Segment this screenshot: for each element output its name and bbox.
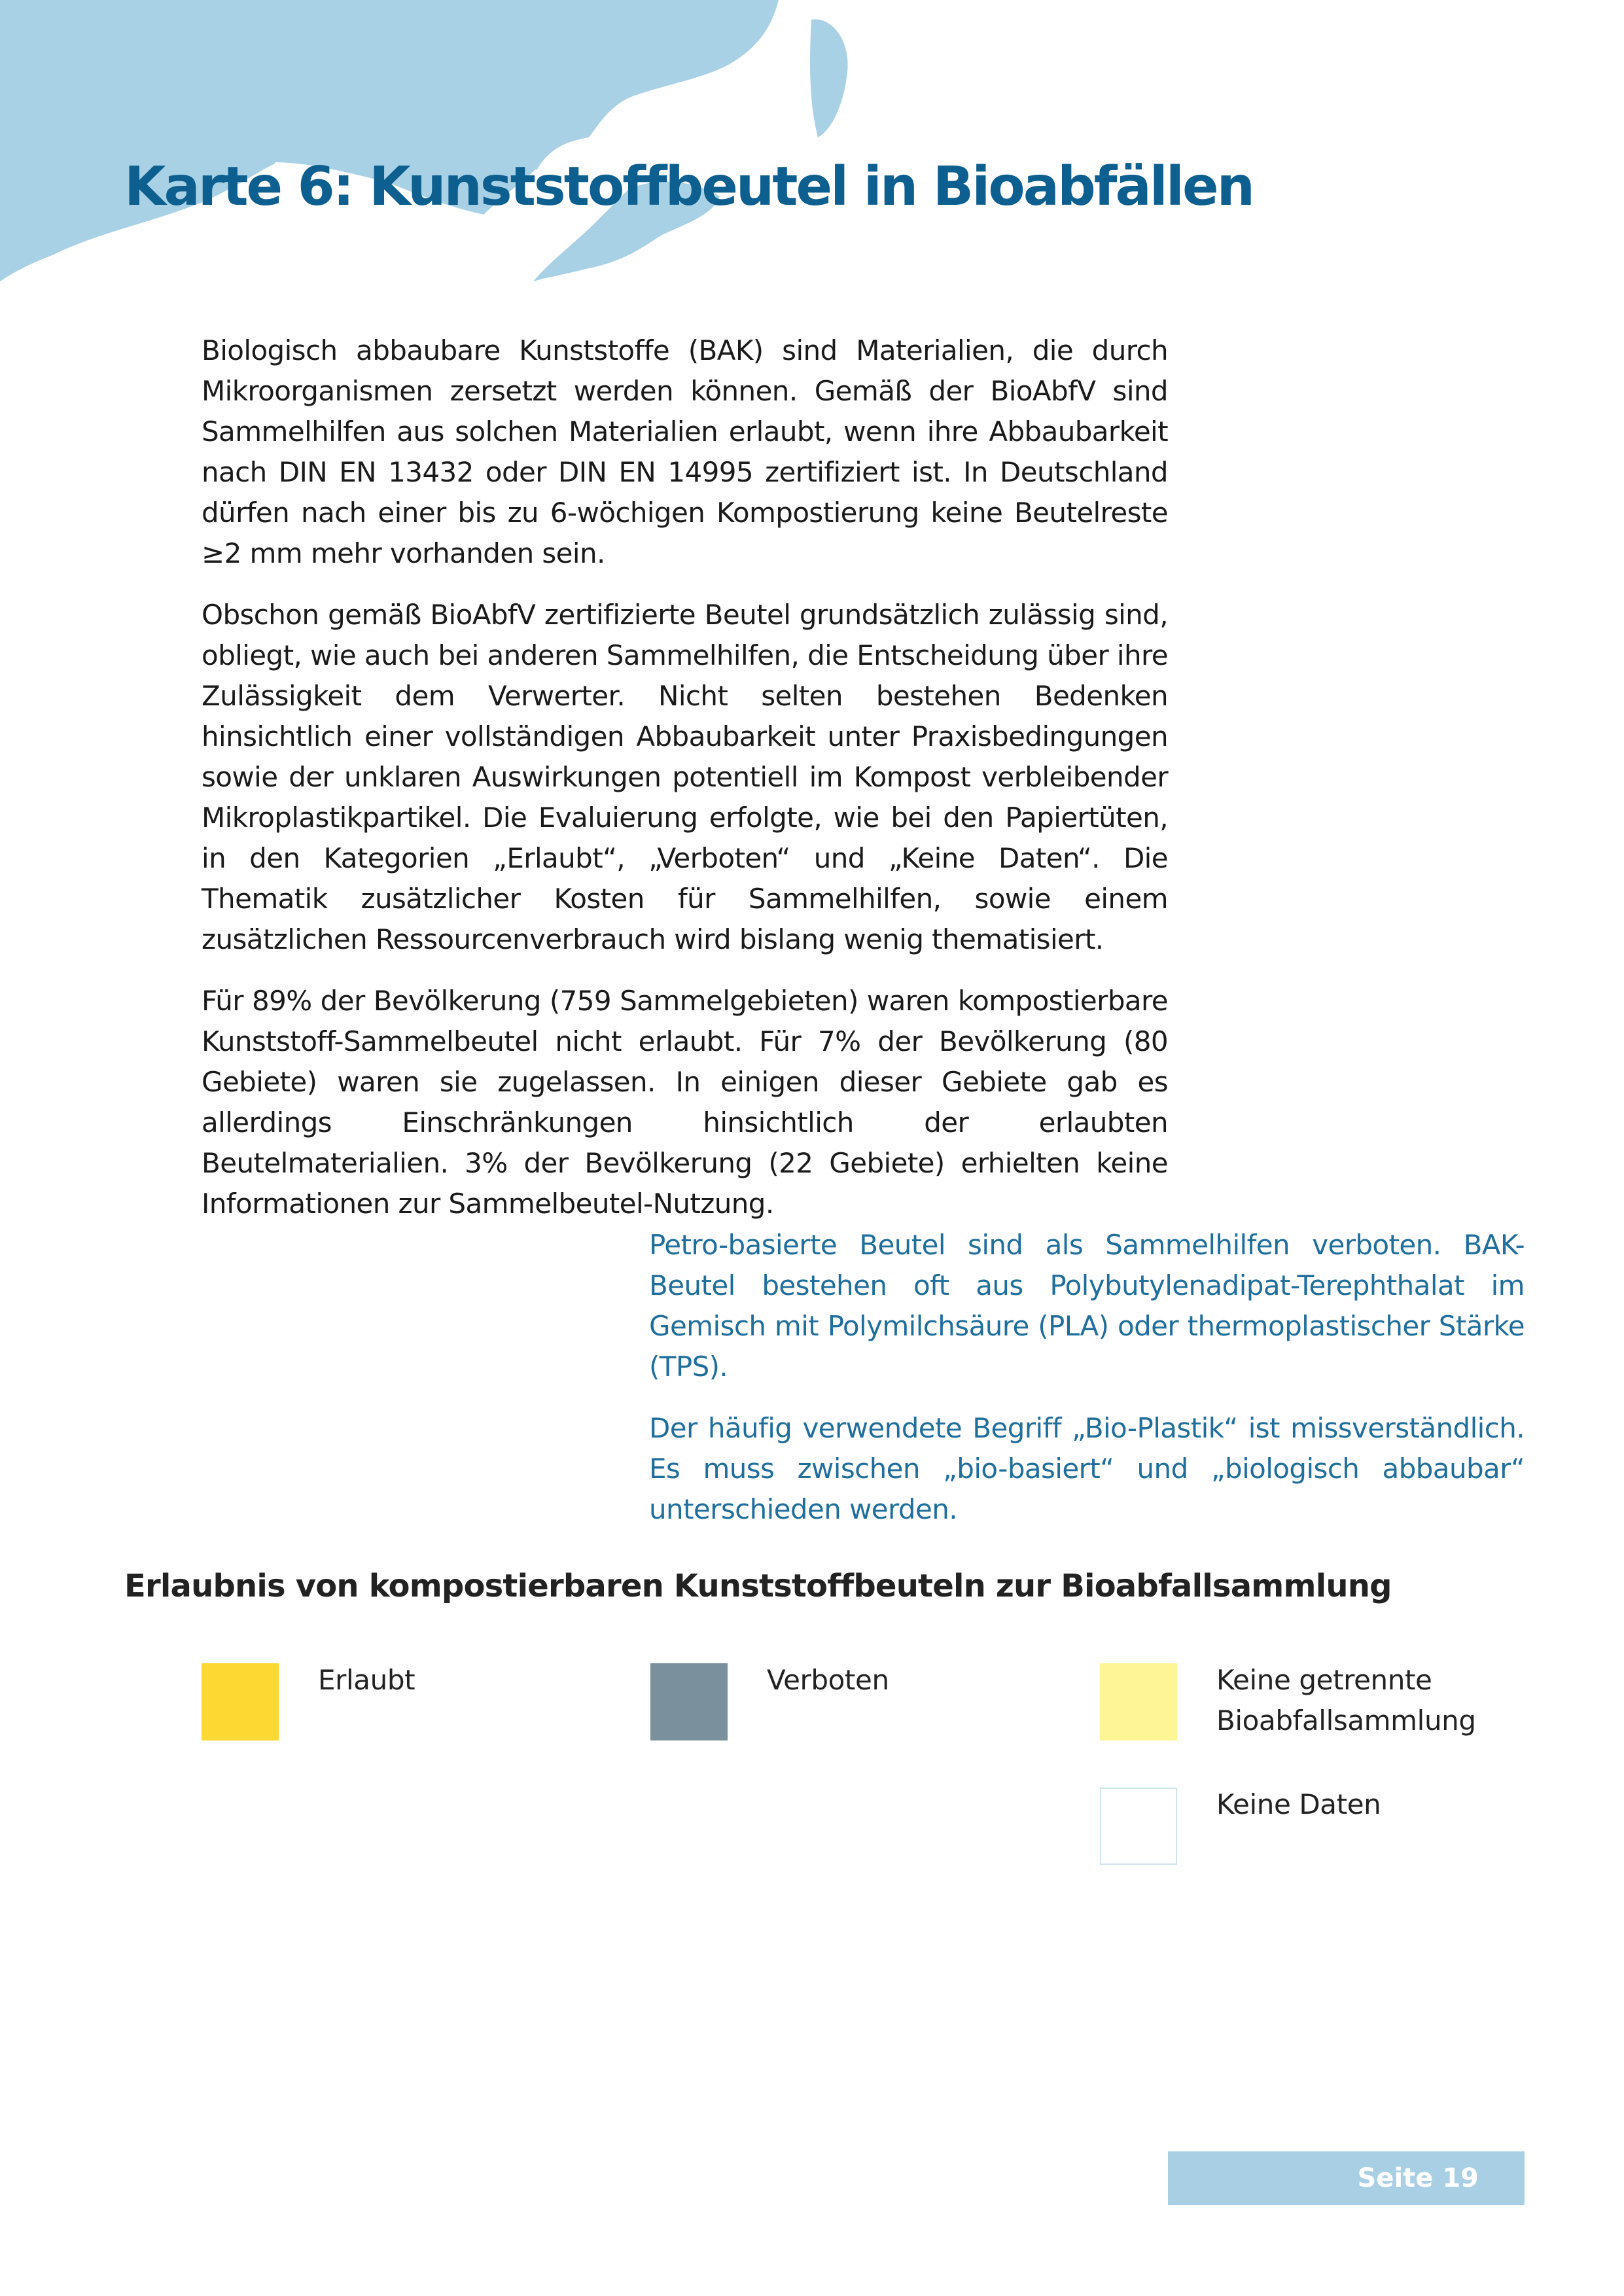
page-number-label: Seite 19 [1357, 2163, 1479, 2193]
page-number-badge [1168, 2151, 1525, 2205]
legend-label-keine-getrennte-sammlung: Keine getrennte Bioabfallsammlung [1216, 1664, 1476, 1737]
info-note-column [649, 1225, 1525, 1551]
body-paragraph: Obschon gemäß BioAbfV zertifizierte Beutel grundsätzlich zulässig sind, obliegt, wie auch bei anderen Sammelhilfen, die Entscheidung über ihre Zulässigkeit dem Verwerter. Nicht selten bestehen Bedenken hinsichtlich einer vollständigen Abbaubarkeit unter Praxisbedingungen sowie der unklaren Auswirkungen potentiell im Kompost verbleibender Mikroplastikpartikel. Die Evaluierung erfolgte, wie bei den Papiertüten, in den Kategorien „Erlaubt“, „Verboten“ und „Keine Daten“. Die Thematik zusätzlicher Kosten für Sammelhilfen, sowie einem zusätzlichen Ressourcenverbrauch wird bislang wenig thematisiert. [202, 599, 1168, 955]
legend-swatch-keine-daten [1100, 1788, 1177, 1865]
map-fragment-decoration [0, 0, 929, 288]
legend-label-erlaubt: Erlaubt [318, 1664, 415, 1696]
legend-swatch-keine-getrennte-sammlung [1100, 1663, 1177, 1740]
legend-label-keine-daten: Keine Daten [1216, 1788, 1381, 1820]
page-title: Karte 6: Kunststoffbeutel in Bioabfällen [124, 156, 1253, 218]
body-paragraph: Für 89% der Bevölkerung (759 Sammelgebieten) waren kompostierbare Kunststoff-Sammelbeutel nicht erlaubt. Für 7% der Bevölkerung (80 Gebiete) waren sie zugelassen. In einigen dieser Gebiete gab es allerdings Einschränkungen hinsichtlich der erlaubten Beutelmaterialien. 3% der Bevölkerung (22 Gebiete) erhielten keine Informationen zur Sammelbeutel-Nutzung. [202, 985, 1168, 1220]
island-right [810, 20, 848, 137]
sea-area [0, 0, 779, 281]
legend-label-verboten: Verboten [767, 1664, 889, 1696]
main-text-column [202, 330, 1168, 1245]
body-paragraph: Biologisch abbaubare Kunststoffe (BAK) sind Materialien, die durch Mikroorganismen zersetzt werden können. Gemäß der BioAbfV sind Sammelhilfen aus solchen Materialien erlaubt, wenn ihre Abbaubarkeit nach DIN EN 13432 oder DIN EN 14995 zertifiziert ist. In Deutschland dürfen nach einer bis zu 6-wöchigen Kompostierung keine Beutelreste ≥2 mm mehr vorhanden sein. [202, 334, 1168, 569]
legend-swatch-verboten [650, 1663, 728, 1740]
legend-title: Erlaubnis von kompostierbaren Kunststoffbeuteln zur Bioabfallsammlung [124, 1568, 1392, 1604]
legend-swatch-erlaubt [202, 1663, 279, 1740]
info-note-paragraph: Petro-basierte Beutel sind als Sammelhilfen verboten. BAK-Beutel bestehen oft aus Polybutylenadipat-Terephthalat im Gemisch mit Polymilchsäure (PLA) oder thermoplastischer Stärke (TPS). [649, 1229, 1525, 1383]
info-note-paragraph: Der häufig verwendete Begriff „Bio-Plastik“ ist missverständlich. Es muss zwischen „bio-basiert“ und „biologisch abbaubar“ unterschieden werden. [649, 1412, 1525, 1525]
